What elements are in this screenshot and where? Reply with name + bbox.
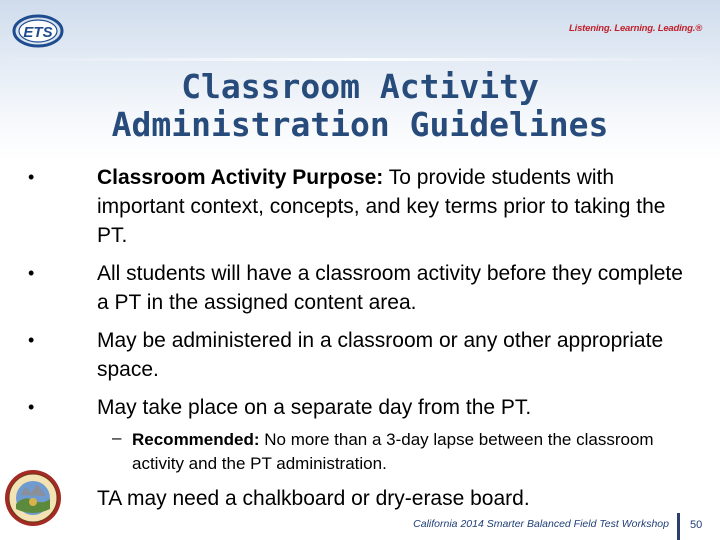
sub-bullet-bold-lead: Recommended:: [132, 430, 260, 449]
bullet-bold-lead: Classroom Activity Purpose:: [97, 166, 384, 189]
bullet-body: To provide students with important context, concepts, and key terms prior to taking the PT.: [97, 166, 666, 247]
bullet-text: [97, 163, 697, 250]
ets-logo-text: ETS: [23, 24, 53, 41]
bullet-body: All students will have a classroom activity before they complete a PT in the assigned content area.: [97, 262, 683, 314]
page-number: 50: [690, 519, 703, 531]
page-title-line-1: Classroom Activity: [181, 67, 539, 106]
bullet-text: [97, 326, 697, 384]
footer-divider: [677, 513, 680, 540]
sub-bullet-marker: –: [112, 428, 122, 447]
bullet-marker: •: [28, 397, 35, 417]
bullet-body: May be administered in a classroom or any other appropriate space.: [97, 329, 664, 381]
state-seal-icon: [4, 469, 62, 527]
bullet-body: TA may need a chalkboard or dry-erase board.: [97, 487, 530, 510]
bullet-marker: •: [28, 167, 35, 187]
bullet-text: [97, 393, 697, 422]
sub-bullet-text: [132, 428, 697, 476]
bullet-text: [97, 484, 697, 513]
footer-workshop-label: California 2014 Smarter Balanced Field Test Workshop: [413, 518, 669, 530]
ets-tagline: Listening. Learning. Leading.®: [569, 23, 702, 34]
bullet-text: [97, 259, 697, 317]
bullet-marker: •: [28, 330, 35, 350]
bullet-body: May take place on a separate day from the PT.: [97, 396, 532, 419]
bullet-marker: •: [28, 263, 35, 283]
sub-bullet-body: No more than a 3-day lapse between the classroom activity and the PT administration.: [132, 430, 654, 473]
page-title-line-2: Administration Guidelines: [111, 105, 609, 144]
